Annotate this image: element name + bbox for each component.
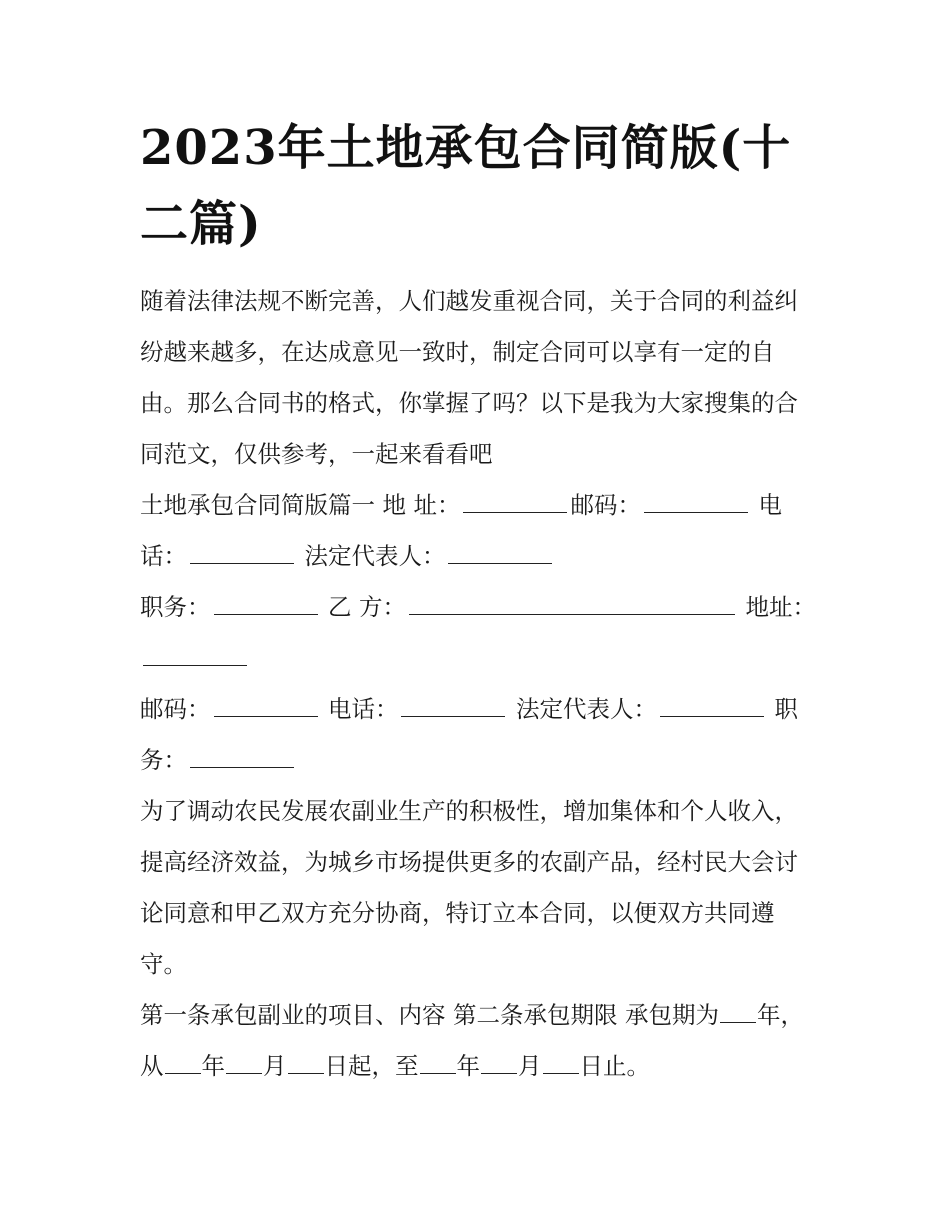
start-day-blank <box>288 1048 324 1074</box>
document-title: 2023年土地承包合同简版(十二篇) <box>140 120 792 252</box>
party-a-phone-blank <box>190 538 294 564</box>
party-a-info <box>140 480 820 582</box>
party-b-position-label: 职务： <box>140 695 798 774</box>
end-year-label: 年 <box>456 1052 480 1080</box>
intro-paragraph: 随着法律法规不断完善，人们越发重视合同，关于合同的利益纠纷越来越多，在达成意见一致时，制定合同可以享有一定的自由。那么合同书的格式，你掌握了吗？以下是我为大家搜集的合同范文，仅供参考，一起来看看吧 <box>140 287 798 468</box>
party-b-address-label: 地址： <box>745 593 816 621</box>
article-1-text: 第一条承包副业的项目、内容 第二条承包期限 承包期为 <box>140 1001 719 1029</box>
end-month-blank <box>481 1048 517 1074</box>
start-month-label: 月 <box>263 1052 287 1080</box>
party-a-postcode-label: 邮码： <box>570 491 641 519</box>
party-a-position-line <box>140 582 820 684</box>
party-b-postcode-label: 邮码： <box>140 695 211 723</box>
party-a-address-label: 土地承包合同简版篇一 地 址： <box>140 491 461 519</box>
party-b-phone-blank <box>401 691 505 717</box>
party-a-rep-blank <box>448 538 552 564</box>
term-years-blank <box>720 997 756 1023</box>
articles-paragraph <box>140 990 820 1092</box>
party-b-label: 乙 方： <box>327 593 406 621</box>
end-day-blank <box>543 1048 579 1074</box>
party-a-address-blank <box>463 487 567 513</box>
party-b-position-blank <box>190 742 294 768</box>
end-month-label: 月 <box>518 1052 542 1080</box>
end-year-blank <box>420 1048 456 1074</box>
party-a-position-label: 职务： <box>140 593 211 621</box>
start-year-label: 年 <box>201 1052 225 1080</box>
party-b-name-blank <box>409 589 735 615</box>
start-month-blank <box>226 1048 262 1074</box>
term-year-from: 年，从 <box>140 1001 804 1080</box>
party-b-rep-blank <box>660 691 764 717</box>
party-a-position-blank <box>214 589 318 615</box>
purpose-paragraph: 为了调动农民发展农副业生产的积极性，增加集体和个人收入，提高经济效益，为城乡市场提供更多的农副产品，经村民大会讨论同意和甲乙双方充分协商，特订立本合同，以便双方共同遵守。 <box>140 797 798 978</box>
party-b-info <box>140 684 820 786</box>
party-a-phone-label: 电话： <box>140 491 782 570</box>
party-b-rep-label: 法定代表人： <box>515 695 657 723</box>
party-b-address-blank <box>143 640 247 666</box>
document-body <box>140 276 820 1092</box>
start-year-blank <box>165 1048 201 1074</box>
end-day-label: 日止。 <box>579 1052 650 1080</box>
start-day-label: 日起，至 <box>324 1052 419 1080</box>
party-b-postcode-blank <box>214 691 318 717</box>
party-a-rep-label: 法定代表人： <box>304 542 446 570</box>
party-a-postcode-blank <box>644 487 748 513</box>
party-b-phone-label: 电话： <box>327 695 399 723</box>
